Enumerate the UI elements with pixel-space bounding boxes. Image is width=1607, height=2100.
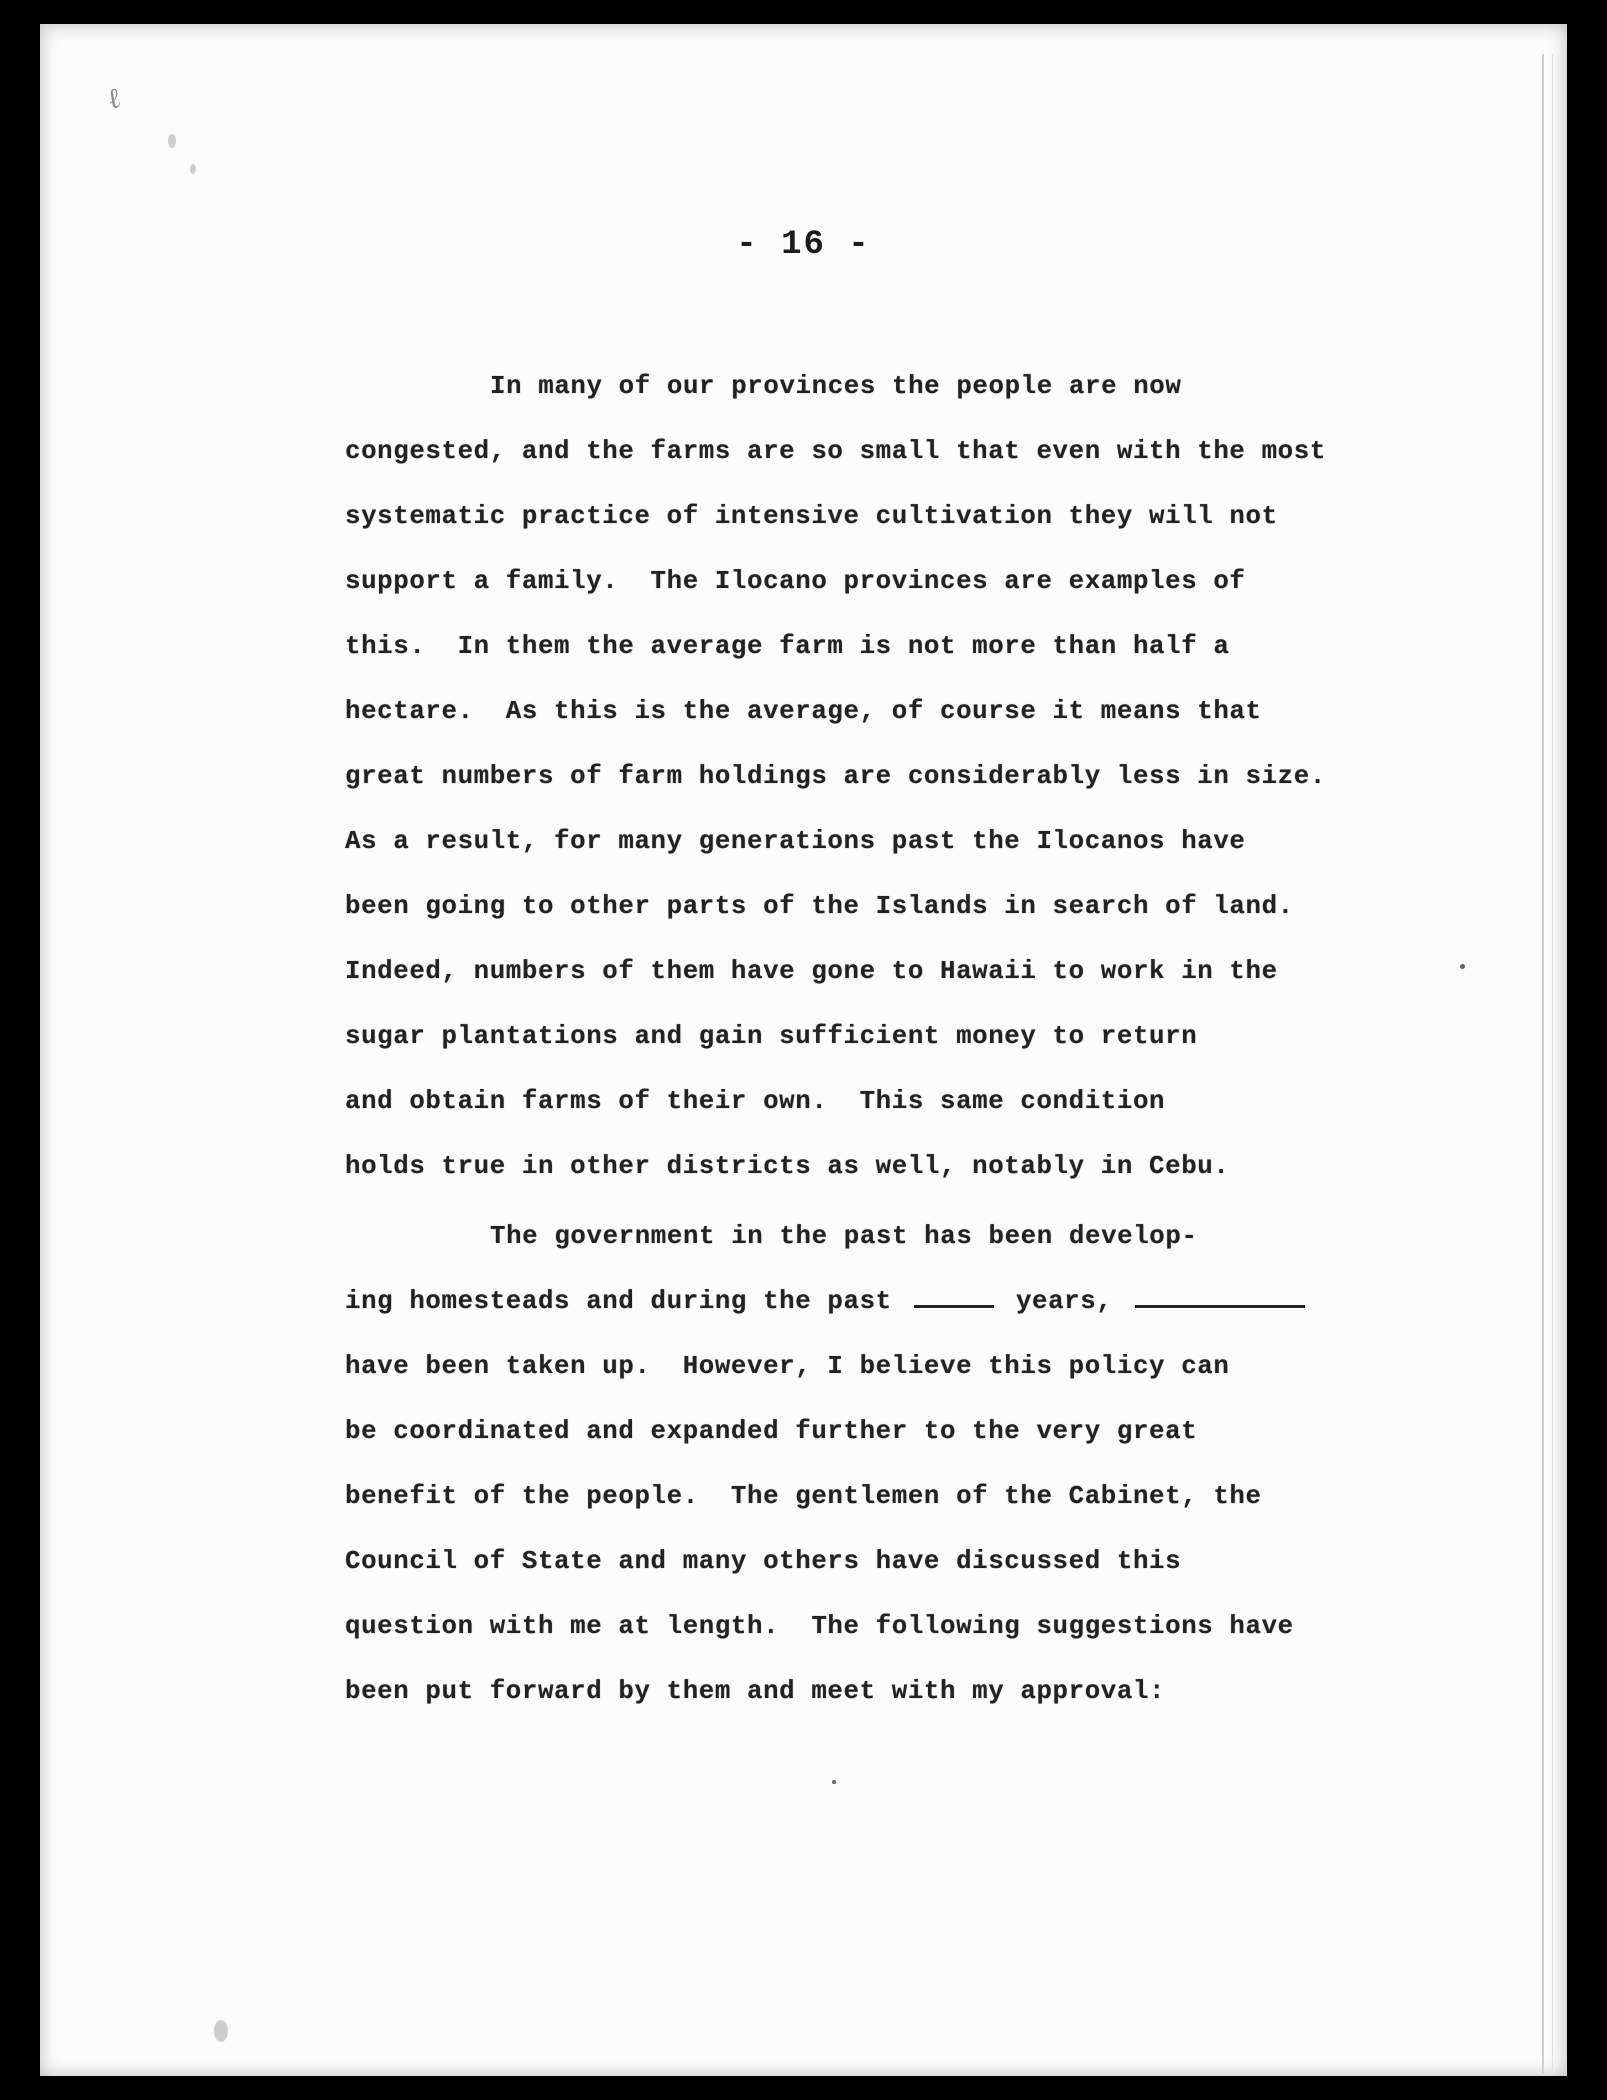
- smudge-mark: [1460, 964, 1465, 969]
- paragraph-1-line: congested, and the farms are so small that even with the most: [345, 437, 1326, 466]
- paragraph-1-line: In many of our provinces the people are now: [490, 372, 1182, 401]
- paragraph-2-line: question with me at length. The following suggestions have: [345, 1612, 1294, 1641]
- paragraph-1-line: and obtain farms of their own. This same condition: [345, 1087, 1166, 1116]
- blank-count-field: [1135, 1305, 1305, 1308]
- paragraph-2-line: be coordinated and expanded further to the very great: [345, 1417, 1198, 1446]
- pencil-mark-icon: ℓ: [102, 81, 125, 117]
- paragraph-2-line: Council of State and many others have discussed this: [345, 1547, 1182, 1576]
- paragraph-2-line-start: ing homesteads and during the past: [345, 1287, 892, 1316]
- page-edge: [1542, 54, 1553, 2074]
- smudge-mark: [832, 1780, 836, 1784]
- paragraph-1-line: holds true in other districts as well, notably in Cebu.: [345, 1152, 1230, 1181]
- paragraph-2-line: have been taken up. However, I believe this policy can: [345, 1352, 1230, 1381]
- paragraph-2-line-with-blanks: [345, 1287, 1311, 1316]
- paragraph-1-line: Indeed, numbers of them have gone to Hawaii to work in the: [345, 957, 1278, 986]
- smudge-mark: [190, 164, 196, 174]
- paragraph-1-line: sugar plantations and gain sufficient money to return: [345, 1022, 1198, 1051]
- paragraph-1-line: this. In them the average farm is not more than half a: [345, 632, 1230, 661]
- document-page: [40, 24, 1567, 2076]
- paragraph-2-line-mid: years,: [1015, 1287, 1113, 1316]
- paragraph-1-line: great numbers of farm holdings are considerably less in size.: [345, 762, 1326, 791]
- page-number: - 16 -: [736, 226, 871, 264]
- paragraph-1-line: hectare. As this is the average, of course it means that: [345, 697, 1262, 726]
- blank-years-field: [914, 1305, 994, 1308]
- smudge-mark: [214, 2020, 228, 2042]
- paragraph-1-line: As a result, for many generations past the Ilocanos have: [345, 827, 1246, 856]
- paragraph-1-line: systematic practice of intensive cultivation they will not: [345, 502, 1278, 531]
- paragraph-1-line: been going to other parts of the Islands in search of land.: [345, 892, 1294, 921]
- paragraph-2-line: benefit of the people. The gentlemen of the Cabinet, the: [345, 1482, 1262, 1511]
- paragraph-2-line: The government in the past has been develop-: [490, 1222, 1198, 1251]
- paragraph-1-line: support a family. The Ilocano provinces are examples of: [345, 567, 1246, 596]
- smudge-mark: [168, 134, 176, 148]
- paragraph-2-line: been put forward by them and meet with my approval:: [345, 1677, 1166, 1706]
